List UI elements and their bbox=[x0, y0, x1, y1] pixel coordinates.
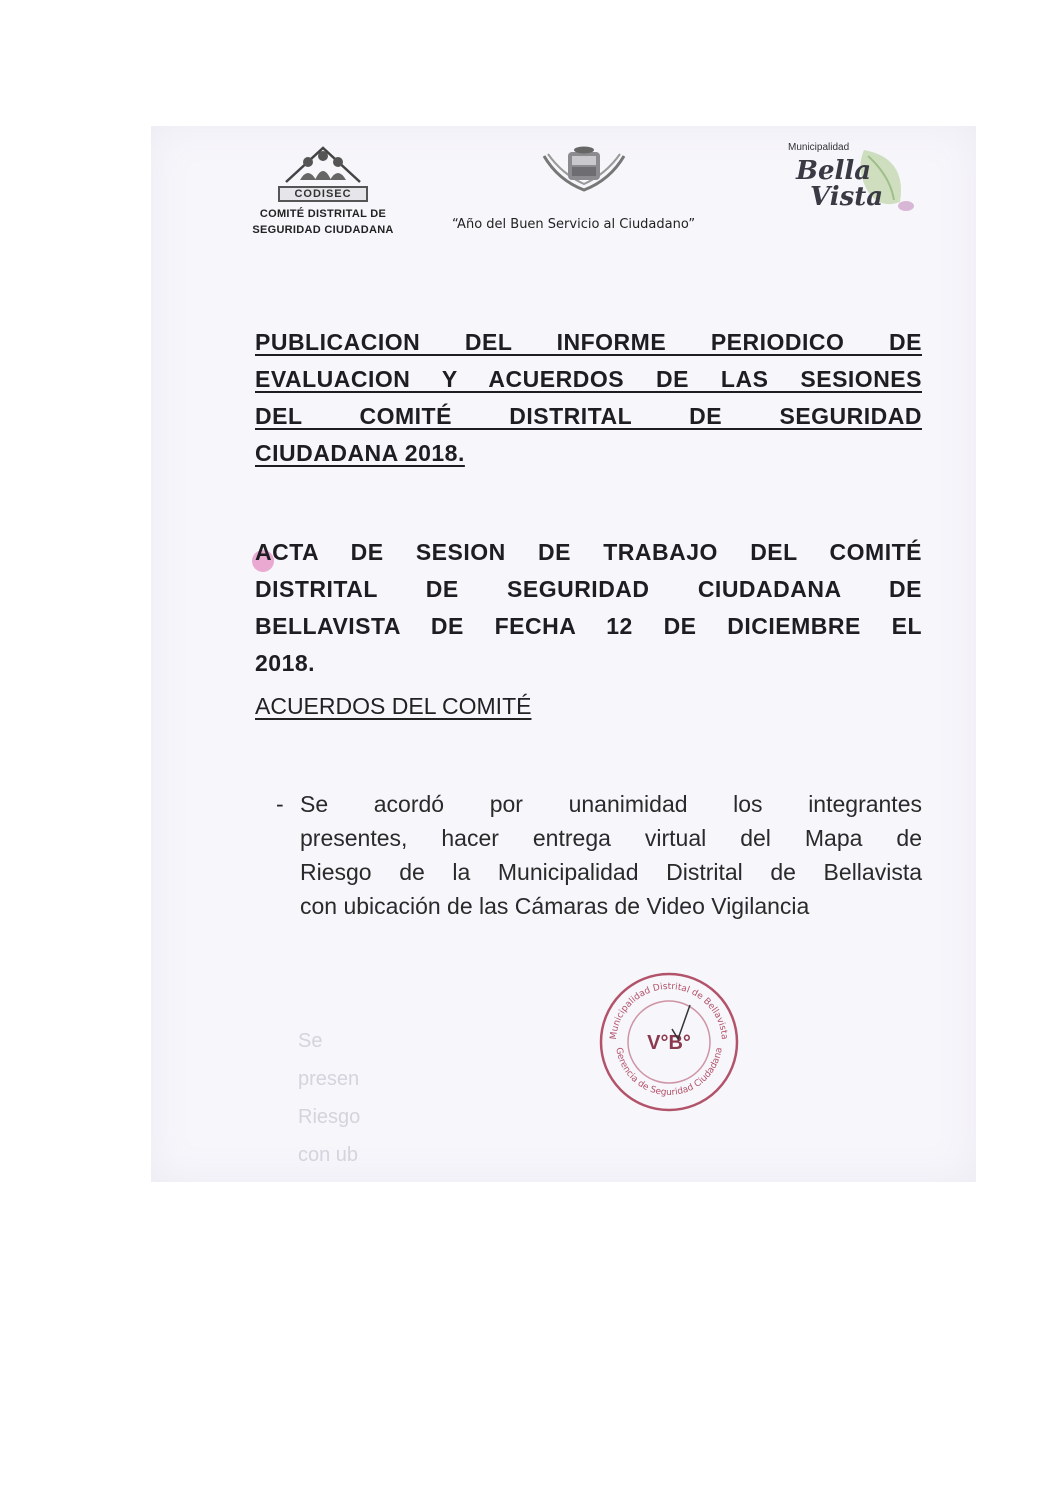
acta-title-line: 2018. bbox=[255, 650, 316, 676]
approval-stamp bbox=[594, 967, 744, 1122]
bellavista-municipality-logo bbox=[782, 140, 922, 220]
acta-title bbox=[255, 534, 922, 682]
acta-title-line: ACTA DE SESION DE TRABAJO DEL COMITÉ bbox=[255, 539, 922, 565]
codisec-label: CODISEC bbox=[278, 186, 367, 202]
shield-icon bbox=[538, 146, 630, 194]
seal-icon bbox=[594, 967, 744, 1117]
agreements-section-title: ACUERDOS DEL COMITÉ bbox=[255, 693, 532, 719]
bleed-through-line: Riesgo bbox=[298, 1106, 361, 1128]
org-name-line-2: SEGURIDAD CIUDADANA bbox=[252, 224, 394, 236]
bleed-through-text bbox=[298, 1022, 360, 1174]
stamp-top-text: Municipalidad Distrital de Bellavista bbox=[608, 981, 729, 1041]
publication-title-line: PUBLICACION DEL INFORME PERIODICO DE bbox=[255, 329, 922, 355]
bleed-through-line: presen bbox=[298, 1068, 360, 1090]
community-emblem-icon bbox=[278, 142, 368, 184]
bleed-through-line: Se bbox=[298, 1030, 323, 1052]
acta-title-line: DISTRITAL DE SEGURIDAD CIUDADANA DE bbox=[255, 576, 922, 602]
publication-title-line: EVALUACION Y ACUERDOS DE LAS SESIONES bbox=[255, 366, 922, 392]
agreement-line: presentes, hacer entrega virtual del Mapa de bbox=[300, 825, 922, 851]
codisec-logo bbox=[238, 142, 408, 238]
stamp-bottom-text: Gerencia de Seguridad Ciudadana bbox=[613, 1046, 725, 1099]
bullet-dash: - bbox=[276, 791, 284, 817]
year-slogan: “Año del Buen Servicio al Ciudadano” bbox=[452, 217, 696, 232]
agreement-line: Se acordó por unanimidad los integrantes bbox=[300, 791, 922, 817]
stamp-center-text: V°B° bbox=[647, 1032, 691, 1054]
acta-title-line: BELLAVISTA DE FECHA 12 DE DICIEMBRE EL bbox=[255, 613, 922, 639]
publication-title bbox=[255, 324, 922, 472]
org-name-line-1: COMITÉ DISTRITAL DE bbox=[259, 208, 387, 220]
national-shield-emblem bbox=[538, 146, 630, 199]
publication-title-line: DEL COMITÉ DISTRITAL DE SEGURIDAD bbox=[255, 403, 922, 429]
publication-title-line: CIUDADANA 2018. bbox=[255, 440, 465, 466]
agreement-item bbox=[276, 787, 922, 923]
agreement-line: con ubicación de las Cámaras de Video Vigilancia bbox=[300, 893, 810, 919]
bleed-through-line: con ub bbox=[298, 1144, 359, 1166]
bella-wordmark: Bella bbox=[796, 156, 872, 186]
municipality-small-label: Municipalidad bbox=[788, 142, 850, 153]
agreement-line: Riesgo de la Municipalidad Distrital de Bellavista bbox=[300, 859, 922, 885]
vista-wordmark: Vista bbox=[810, 182, 884, 212]
